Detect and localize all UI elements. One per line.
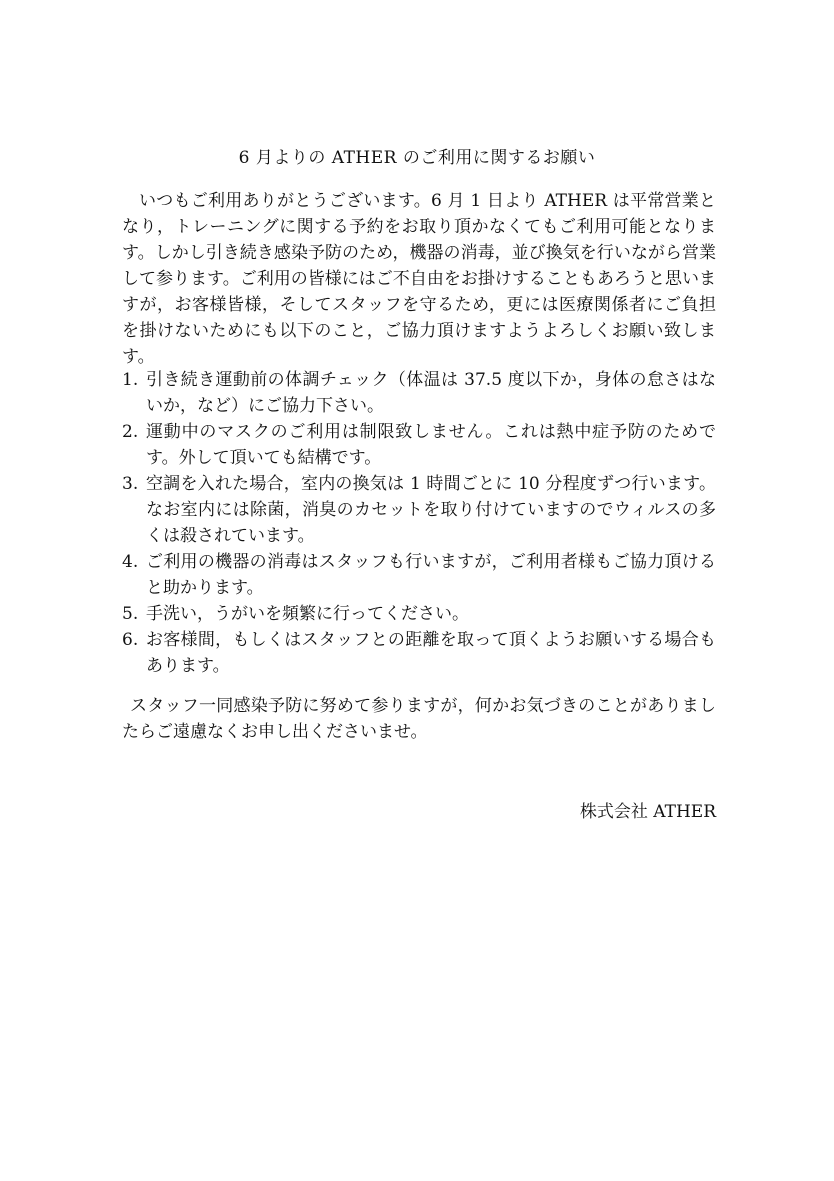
list-item (122, 549, 716, 601)
list-item-number: 1. (122, 370, 139, 390)
list-item (122, 419, 716, 471)
list-item (122, 367, 716, 419)
request-list (122, 367, 716, 679)
list-item-text: 運動中のマスクのご利用は制限致しません。これは熱中症予防のためです。外して頂いても結構です。 (146, 422, 716, 468)
list-item-number: 5. (122, 604, 139, 624)
list-item-number: 3. (122, 474, 139, 494)
list-item-text: 空調を入れた場合，室内の換気は 1 時間ごとに 10 分程度ずつ行います。なお室内には除菌，消臭のカセットを取り付けていますのでウィルスの多くは殺されています。 (146, 474, 716, 546)
company-signature: 株式会社 ATHER (579, 802, 716, 822)
list-item-text: お客様間，もしくはスタッフとの距離を取って頂くようお願いする場合もあります。 (146, 630, 716, 676)
document-title: 6 月よりの ATHER のご利用に関するお願い (238, 148, 596, 168)
list-item-text: 手洗い，うがいを頻繁に行ってください。 (146, 604, 469, 624)
list-item (122, 601, 716, 627)
list-item (122, 627, 716, 679)
list-item-number: 6. (122, 630, 139, 650)
list-item-text: 引き続き運動前の体調チェック（体温は 37.5 度以下か，身体の怠さはないか，など）にご協力下さい。 (146, 370, 716, 416)
list-item-number: 2. (122, 422, 139, 442)
intro-paragraph: いつもご利用ありがとうございます。6 月 1 日より ATHER は平常営業となり，トレーニングに関する予約をお取り頂かなくてもご利用可能となります。しかし引き続き感染予防のため，機器の消毒，並び換気を行いながら営業して参ります。ご利用の皆様にはご不自由をお掛けすることもあろうと思いますが，お客様皆様，そしてスタッフを守るため，更には医療関係者にご負担を掛けないためにも以下のこと，ご協力頂けますようよろしくお願い致します。 (122, 191, 716, 367)
closing-paragraph: スタッフ一同感染予防に努めて参りますが，何かお気づきのことがありましたらご遠慮なくお申し出くださいませ。 (122, 696, 716, 742)
list-item-number: 4. (122, 552, 139, 572)
list-item (122, 471, 716, 549)
list-item-text: ご利用の機器の消毒はスタッフも行いますが，ご利用者様もご協力頂けると助かります。 (146, 552, 716, 598)
